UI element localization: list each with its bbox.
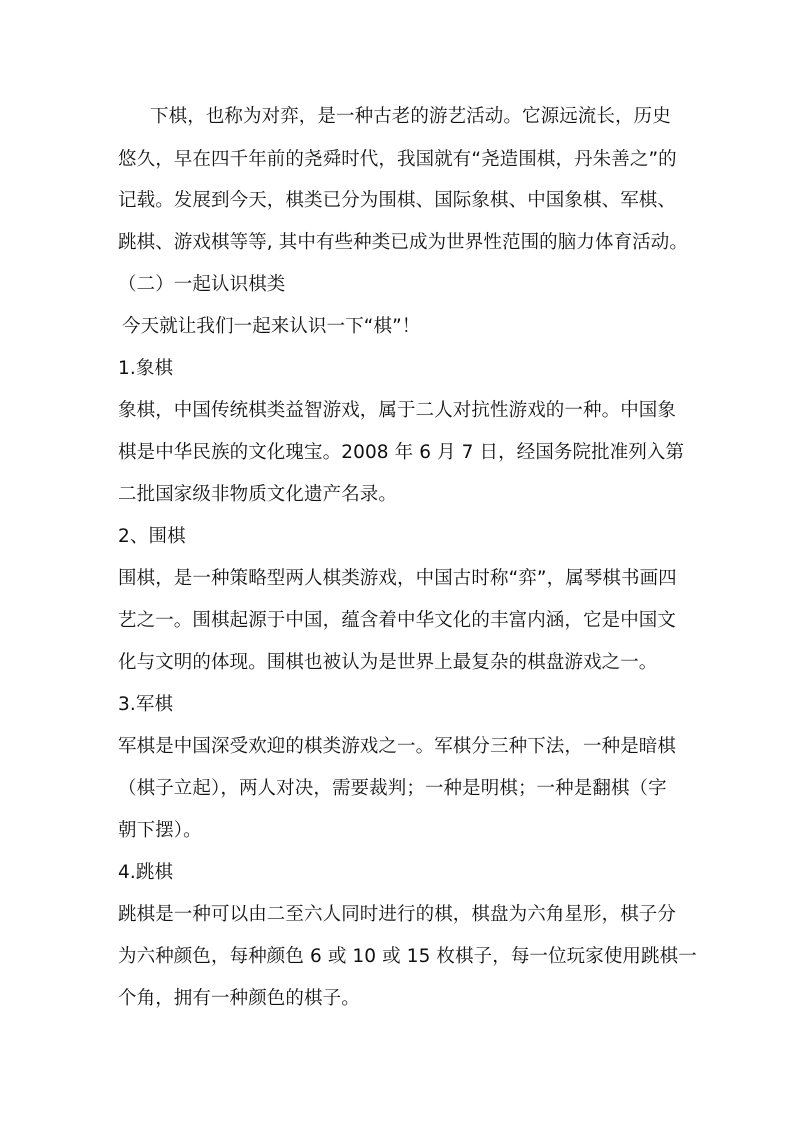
intro-line-4: 跳棋、游戏棋等等, 其中有些种类已成为世界性范围的脑力体育活动。 [118,232,688,253]
item-text-line: 朝下摆）。 [118,820,202,841]
item-heading-weiqi: 2、围棋 [118,526,186,547]
lead-paragraph: 今天就让我们一起来认识一下“棋”！ [122,316,421,337]
item-text-line: 棋是中华民族的文化瑰宝。2008 年 6 月 7 日，经国务院批准列入第 [118,442,685,463]
item-text-line: 艺之一。围棋起源于中国，蕴含着中华文化的丰富内涵，它是中国文 [118,610,677,631]
section-title: （二）一起认识棋类 [118,274,286,295]
item-text-line: 跳棋是一种可以由二至六人同时进行的棋，棋盘为六角星形，棋子分 [118,904,677,925]
item-text-line: 二批国家级非物质文化遗产名录。 [118,484,398,505]
item-text-line: 化与文明的体现。围棋也被认为是世界上最复杂的棋盘游戏之一。 [118,652,658,673]
item-text-line: 围棋，是一种策略型两人棋类游戏，中国古时称“弈”，属琴棋书画四 [118,568,677,589]
item-text-line: 军棋是中国深受欢迎的棋类游戏之一。军棋分三种下法，一种是暗棋 [118,736,677,757]
item-heading-junqi: 3.军棋 [118,694,174,715]
item-heading-xiangqi: 1.象棋 [118,358,174,379]
item-heading-tiaoqi: 4.跳棋 [118,862,174,883]
intro-line-3: 记载。发展到今天，棋类已分为围棋、国际象棋、中国象棋、军棋、 [118,190,677,211]
item-text-line: 象棋，中国传统棋类益智游戏，属于二人对抗性游戏的一种。中国象 [118,400,677,421]
item-text-line: 为六种颜色，每种颜色 6 或 10 或 15 枚棋子，每一位玩家使用跳棋一 [118,946,697,967]
intro-line-2: 悠久，早在四千年前的尧舜时代，我国就有“尧造围棋，丹朱善之”的 [118,149,677,170]
intro-line-1: 下棋，也称为对弈，是一种古老的游艺活动。它源远流长，历史 [150,106,671,127]
item-text-line: 个角，拥有一种颜色的棋子。 [118,988,360,1009]
item-text-line: （棋子立起），两人对决，需要裁判；一种是明棋；一种是翻棋（字 [118,778,667,799]
